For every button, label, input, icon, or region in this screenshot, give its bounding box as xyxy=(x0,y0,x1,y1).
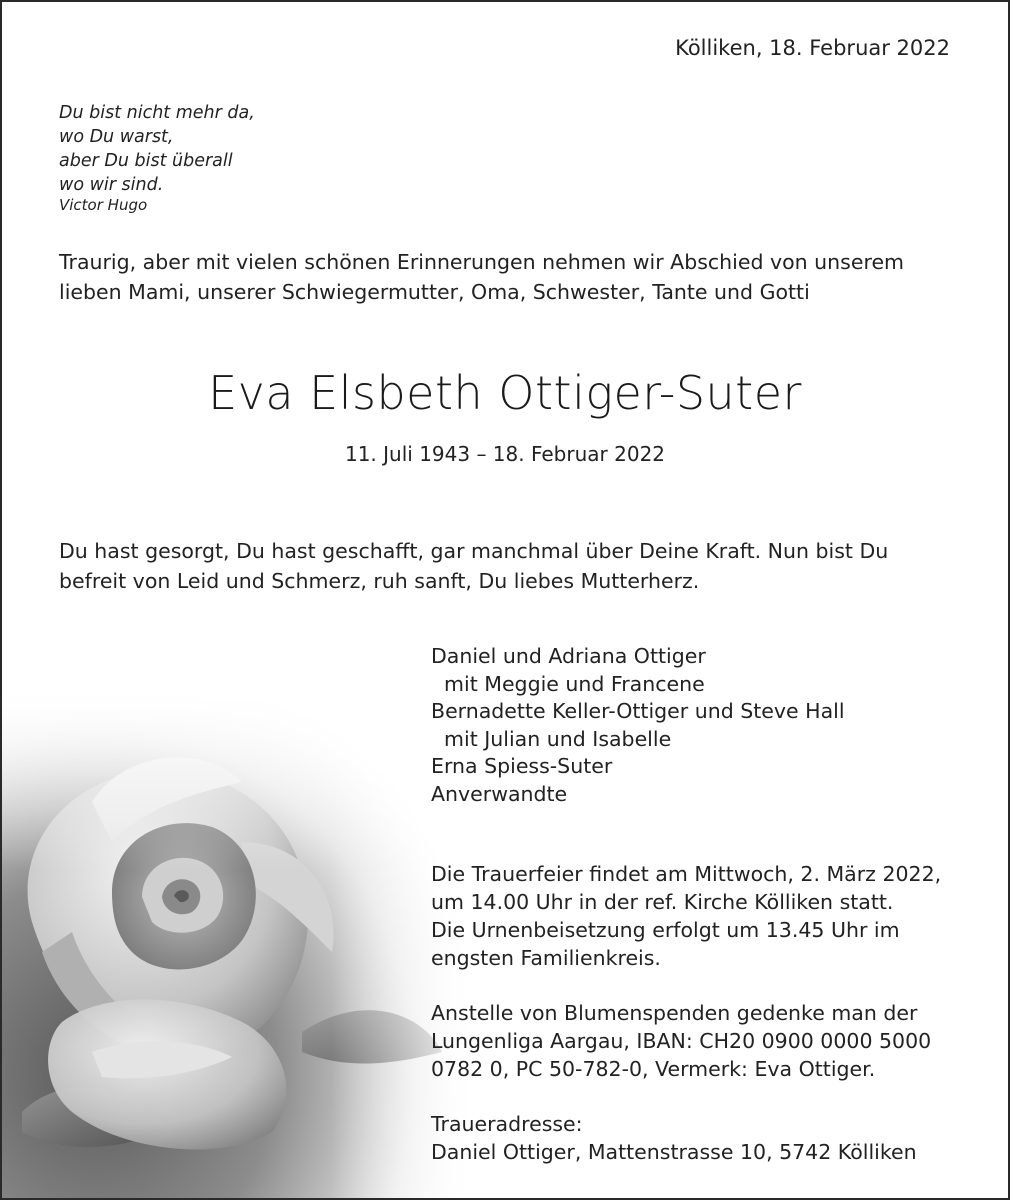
life-dates: 11. Juli 1943 – 18. Februar 2022 xyxy=(344,442,666,466)
funeral-info xyxy=(431,860,971,1166)
donation-line: Lungenliga Aargau, IBAN: CH20 0900 0000 5000 xyxy=(431,1029,932,1053)
ceremony-line: Die Urnenbeisetzung erfolgt um 13.45 Uhr im xyxy=(431,918,900,942)
poem-author: Victor Hugo xyxy=(59,196,148,214)
poem-line: wo Du warst, xyxy=(59,127,174,147)
verse-line: befreit von Leid und Schmerz, ruh sanft, Du liebes Mutterherz. xyxy=(59,569,700,593)
mourners-list xyxy=(431,643,845,808)
verse-line: Du hast gesorgt, Du hast geschafft, gar manchmal über Deine Kraft. Nun bist Du xyxy=(59,539,889,563)
spacer xyxy=(431,972,971,999)
address-line: Daniel Ottiger, Mattenstrasse 10, 5742 Kölliken xyxy=(431,1140,917,1164)
intro-text xyxy=(59,247,959,307)
mourner: mit Julian und Isabelle xyxy=(431,726,672,751)
ceremony-line: engsten Familienkreis. xyxy=(431,946,661,970)
spacer xyxy=(431,1083,971,1110)
place-date: Kölliken, 18. Februar 2022 xyxy=(675,36,950,60)
rose-icon xyxy=(2,692,472,1200)
donation-line: 0782 0, PC 50-782-0, Vermerk: Eva Ottiger. xyxy=(431,1057,876,1081)
deceased-name: Eva Elsbeth Ottiger-Suter xyxy=(208,366,802,420)
mourner: Anverwandte xyxy=(431,781,568,806)
mourner: Bernadette Keller-Ottiger und Steve Hall xyxy=(431,699,845,723)
poem-line: Du bist nicht mehr da, xyxy=(59,103,255,123)
mourner: Erna Spiess-Suter xyxy=(431,754,613,778)
verse-text xyxy=(59,536,959,596)
poem-line: wo wir sind. xyxy=(59,175,164,195)
poem-line: aber Du bist überall xyxy=(59,151,233,171)
poem xyxy=(59,101,255,197)
mourner: mit Meggie und Francene xyxy=(431,671,705,696)
address-label: Traueradresse: xyxy=(431,1112,583,1136)
donation-line: Anstelle von Blumenspenden gedenke man der xyxy=(431,1001,918,1025)
intro-line: lieben Mami, unserer Schwiegermutter, Oma, Schwester, Tante und Gotti xyxy=(59,280,810,304)
intro-line: Traurig, aber mit vielen schönen Erinnerungen nehmen wir Abschied von unserem xyxy=(59,250,905,274)
ceremony-line: um 14.00 Uhr in der ref. Kirche Kölliken statt. xyxy=(431,890,894,914)
mourner: Daniel und Adriana Ottiger xyxy=(431,644,706,668)
ceremony-line: Die Trauerfeier findet am Mittwoch, 2. März 2022, xyxy=(431,862,942,886)
